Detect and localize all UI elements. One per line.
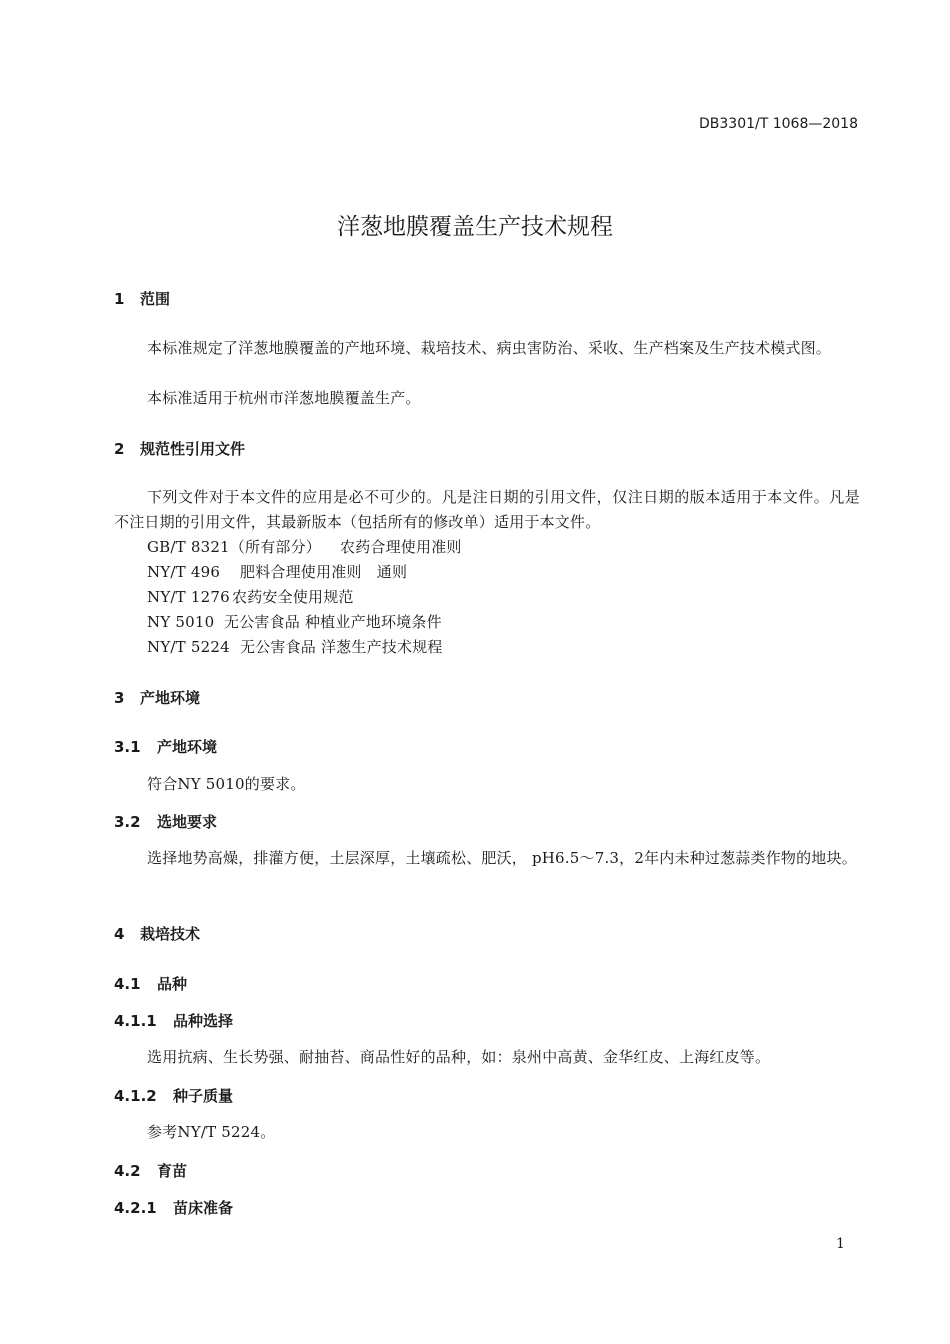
- section-3-2-heading: [114, 811, 217, 832]
- section-number: 4.1: [114, 975, 141, 993]
- reference-name: 农药安全使用规范: [232, 588, 354, 606]
- reference-code: NY 5010: [147, 613, 215, 631]
- reference-code: NY/T 1276: [147, 588, 230, 606]
- section-1-paragraph-2: 本标准适用于杭州市洋葱地膜覆盖生产。: [147, 389, 421, 407]
- section-title: 产地环境: [140, 689, 201, 707]
- section-title: 品种选择: [173, 1012, 234, 1030]
- section-title: 范围: [140, 290, 171, 308]
- section-number: 4.1.1: [114, 1012, 157, 1030]
- section-number: 3.2: [114, 813, 141, 831]
- section-3-2-text: 选择地势高燥，排灌方便，土层深厚，土壤疏松、肥沃， pH6.5～7.3，2年内未种过葱蒜类作物的地块。: [147, 849, 857, 867]
- reference-item: [147, 611, 442, 632]
- section-4-2-heading: [114, 1160, 187, 1181]
- section-4-heading: [114, 923, 200, 944]
- section-2-paragraph-1: 下列文件对于本文件的应用是必不可少的。凡是注日期的引用文件，仅注日期的版本适用于本文件。凡是不注日期的引用文件，其最新版本（包括所有的修改单）适用于本文件。: [114, 488, 860, 531]
- section-3-1-heading: [114, 736, 217, 757]
- section-4-2-1-heading: [114, 1197, 233, 1218]
- reference-item: [147, 586, 354, 607]
- section-title: 种子质量: [173, 1087, 234, 1105]
- reference-code: NY/T 496: [147, 563, 221, 581]
- reference-item: [147, 636, 443, 657]
- reference-item: [147, 536, 462, 557]
- section-number: 4: [114, 925, 125, 943]
- reference-name: 农药合理使用准则: [340, 538, 462, 556]
- reference-code: GB/T 8321（所有部分）: [147, 538, 322, 556]
- section-4-1-2-text: 参考NY/T 5224。: [147, 1123, 276, 1141]
- reference-name: 无公害食品 种植业产地环境条件: [224, 613, 442, 631]
- reference-name: 无公害食品 洋葱生产技术规程: [240, 638, 443, 656]
- section-title: 规范性引用文件: [140, 440, 246, 458]
- section-2-heading: [114, 438, 245, 459]
- section-4-1-1-text: 选用抗病、生长势强、耐抽苔、商品性好的品种，如：泉州中高黄、金华红皮、上海红皮等。: [147, 1048, 771, 1066]
- section-3-1-text: 符合NY 5010的要求。: [147, 775, 306, 793]
- page-number: 1: [836, 1236, 845, 1252]
- section-title: 苗床准备: [173, 1199, 234, 1217]
- section-4-1-1-heading: [114, 1010, 233, 1031]
- reference-code: NY/T 5224: [147, 638, 230, 656]
- reference-name: 肥料合理使用准则 通则: [240, 563, 408, 581]
- section-1-heading: [114, 288, 170, 309]
- section-4-1-heading: [114, 973, 187, 994]
- reference-item: [147, 561, 407, 582]
- section-3-heading: [114, 687, 200, 708]
- section-1-paragraph-1: 本标准规定了洋葱地膜覆盖的产地环境、栽培技术、病虫害防治、采收、生产档案及生产技术模式图。: [147, 339, 832, 357]
- section-4-1-2-heading: [114, 1085, 233, 1106]
- section-title: 栽培技术: [140, 925, 201, 943]
- section-number: 3: [114, 689, 125, 707]
- section-number: 4.2: [114, 1162, 141, 1180]
- section-number: 1: [114, 290, 125, 308]
- section-number: 4.1.2: [114, 1087, 157, 1105]
- document-title: 洋葱地膜覆盖生产技术规程: [337, 214, 613, 240]
- section-number: 3.1: [114, 738, 141, 756]
- section-title: 育苗: [157, 1162, 188, 1180]
- section-number: 2: [114, 440, 125, 458]
- standard-code: DB3301/T 1068—2018: [699, 116, 858, 132]
- section-number: 4.2.1: [114, 1199, 157, 1217]
- section-title: 产地环境: [157, 738, 218, 756]
- section-title: 品种: [157, 975, 188, 993]
- section-title: 选地要求: [157, 813, 218, 831]
